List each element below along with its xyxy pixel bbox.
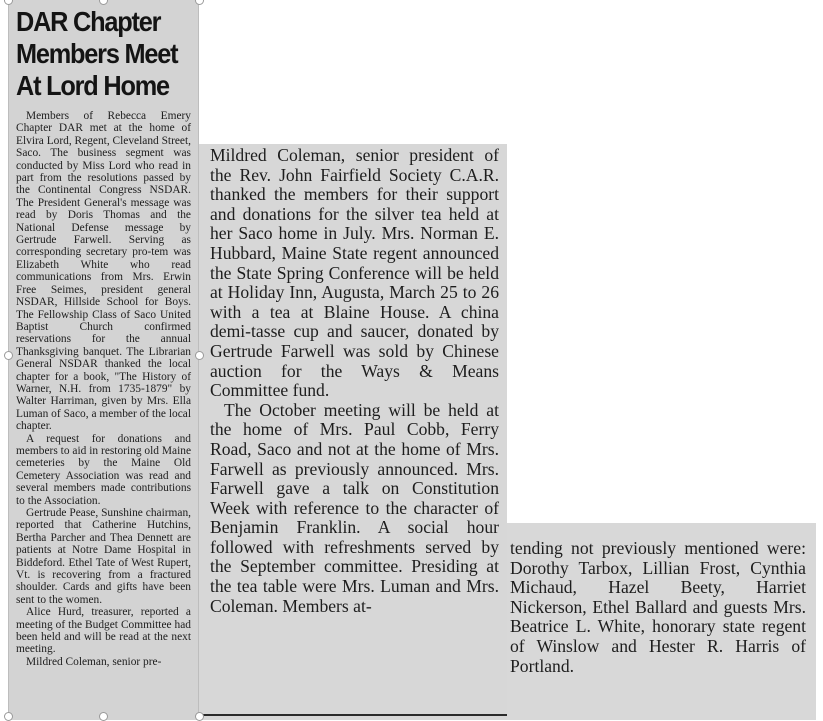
resize-handle-right[interactable] [195,351,204,360]
headline-line-2: Members Meet [16,38,178,69]
paragraph: tending not previously mentioned were: Dorothy Tarbox, Lillian Frost, Cynthia Michaud, Hazel Beety, Harriet Nickerson, Ethel Ballard and guests Mrs. Beatrice L. White, honorary state regent of Winslow and Hester R. Harris of Portland. [510,538,806,676]
column-2-body [210,146,499,616]
paragraph: Members of Rebecca Emery Chapter DAR met at the home of Elvira Lord, Regent, Cleveland Street, Saco. The business segment was conducted by Miss Lord who read in part from the resolutions passed by the Continental Congress NSDAR. The President General's message was read by Doris Thomas and the National Defense message by Gertrude Farwell. Serving as corresponding secretary pro-tem was Elizabeth White who read communications from Mrs. Erwin Free Seimes, president general NSDAR, Hillside School for Boys. The Fellowship Class of Saco United Baptist Church confirmed reservations for the annual Thanksgiving banquet. The Librarian General NSDAR thanked the local chapter for a book, "The History of Warner, N.H. from 1735-1879" by Walter Harriman, given by Mrs. Ella Luman of Saco, a member of the local chapter. [16,110,191,433]
cutoff-line: Mildred Coleman, senior pre- [26,655,162,668]
article-column-2 [199,144,507,720]
resize-handle-left[interactable] [4,351,13,360]
headline-line-3: At Lord Home [16,70,169,101]
headline-line-1: DAR Chapter [16,6,161,37]
column-bottom-rule [199,714,507,716]
resize-handle-top-right[interactable] [195,0,204,5]
column-1-body [16,110,191,668]
column-3-body [510,539,806,676]
paragraph: The October meeting will be held at the home of Mrs. Paul Cobb, Ferry Road, Saco and not at the home of Mrs. Farwell as previously announced. Mrs. Farwell gave a talk on Constitution Week with reference to the character of Benjamin Franklin. A social hour followed with refreshments served by the September committee. Presiding at the tea table were Mrs. Luman and Mrs. Coleman. Members at- [210,399,499,616]
paragraph: Gertrude Pease, Sunshine chairman, reported that Catherine Hutchins, Bertha Parcher and Thea Dennett are patients at Notre Dame Hospital in Biddeford. Ethel Tate of West Rupert, Vt. is recovering from a fractured shoulder. Cards and gifts have been sent to the women. [16,507,191,606]
article-column-3 [507,523,816,720]
paragraph: Mildred Coleman, senior president of the Rev. John Fairfield Society C.A.R. thanked the members for their support and donations for the silver tea held at her Saco home in July. Mrs. Norman E. Hubbard, Maine State regent announced the State Spring Conference will be held at Holiday Inn, Augusta, March 25 to 26 with a tea at Blaine House. A china demi-tasse cup and saucer, donated by Gertrude Farwell was sold by Chinese auction for the Ways & Means Committee fund. [210,145,499,401]
headline [16,6,177,102]
paragraph: Alice Hurd, treasurer, reported a meeting of the Budget Committee had been held and will be read at the next meeting. [16,606,191,656]
paragraph: A request for donations and members to aid in restoring old Maine cemeteries by the Maine Old Cemetery Association was read and several members made contributions to the Association. [16,432,191,507]
article-column-1 [8,0,199,720]
